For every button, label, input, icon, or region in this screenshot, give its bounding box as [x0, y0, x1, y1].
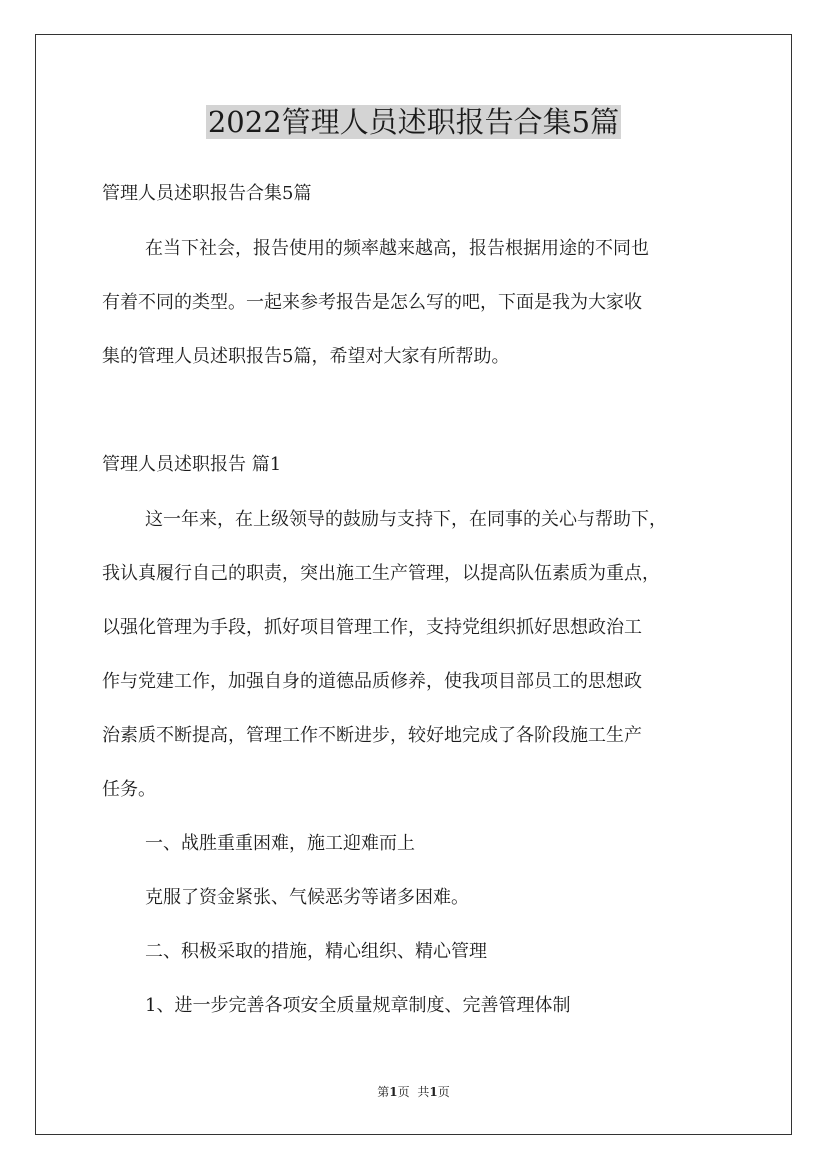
paragraph-line: 这一年来，在上级领导的鼓励与支持下，在同事的关心与帮助下， [145, 509, 667, 530]
total-suffix: 页 [437, 1085, 450, 1099]
subheading-line: 二、积极采取的措施，精心组织、精心管理 [145, 941, 487, 962]
document-title: 2022管理人员述职报告合集5篇 [207, 105, 620, 139]
paragraph-line: 我认真履行自己的职责，突出施工生产管理，以提高队伍素质为重点， [102, 563, 660, 584]
paragraph-line: 克服了资金紧张、气候恶劣等诸多困难。 [145, 887, 469, 908]
page-footer [0, 1084, 827, 1100]
section-heading: 管理人员述职报告 篇1 [102, 454, 282, 475]
list-item-line: 1、进一步完善各项安全质量规章制度、完善管理体制 [145, 995, 571, 1016]
paragraph-line: 任务。 [102, 779, 156, 800]
subheading-line: 一、战胜重重困难，施工迎难而上 [145, 833, 415, 854]
page-suffix: 页 [397, 1085, 410, 1099]
paragraph-line: 有着不同的类型。一起来参考报告是怎么写的吧，下面是我为大家收 [102, 292, 642, 313]
paragraph-line: 治素质不断提高，管理工作不断进步，较好地完成了各阶段施工生产 [102, 725, 642, 746]
total-pages: 1 [429, 1085, 438, 1099]
paragraph-line: 在当下社会，报告使用的频率越来越高，报告根据用途的不同也 [145, 238, 649, 259]
subtitle-line: 管理人员述职报告合集5篇 [102, 183, 312, 204]
paragraph-line: 作与党建工作，加强自身的道德品质修养，使我项目部员工的思想政 [102, 671, 642, 692]
page-prefix: 第 [377, 1085, 390, 1099]
page-number: 1 [389, 1085, 398, 1099]
total-prefix: 共 [417, 1085, 430, 1099]
paragraph-line: 以强化管理为手段，抓好项目管理工作，支持党组织抓好思想政治工 [102, 617, 642, 638]
paragraph-line: 集的管理人员述职报告5篇，希望对大家有所帮助。 [102, 346, 510, 367]
